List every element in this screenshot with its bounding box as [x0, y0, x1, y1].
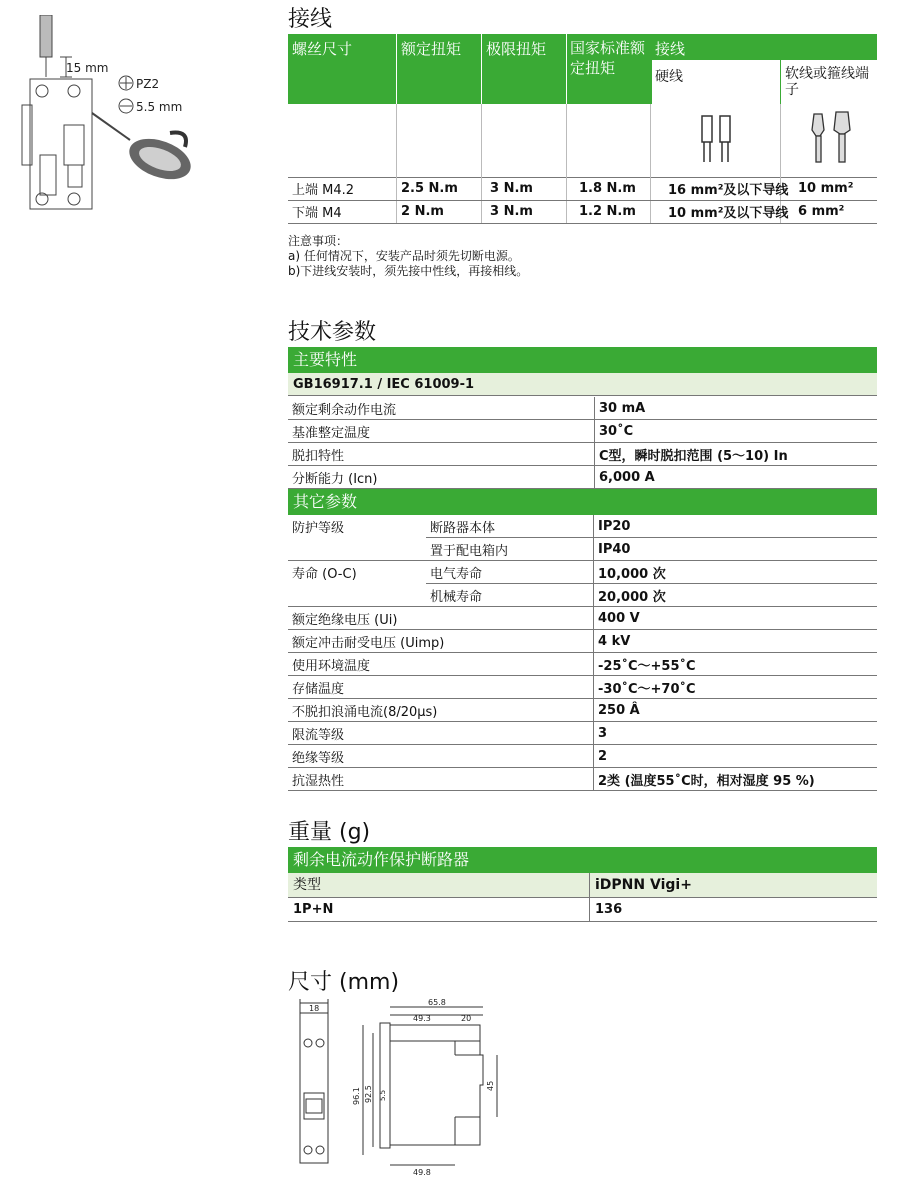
- weight-col-model: iDPNN Vigi+: [595, 877, 692, 893]
- spec-row: 使用环境温度 -25˚C～+55˚C: [288, 653, 877, 676]
- note-b: b)下进线安装时，须先接中性线，再接相线。: [288, 264, 529, 278]
- cell-soft: 10 mm²: [798, 180, 854, 196]
- notes-title: 注意事项：: [288, 234, 349, 248]
- spec-row: 防护等级 断路器本体 IP20: [288, 515, 877, 538]
- spec-row: 机械寿命 20,000 次: [288, 584, 877, 607]
- weight-title: 重量 (g): [288, 820, 371, 845]
- weight-header: 剩余电流动作保护断路器: [288, 847, 877, 873]
- cell-national: 1.2 N.m: [579, 204, 636, 219]
- slot-label: 5.5 mm: [136, 100, 183, 114]
- spec-row: 额定绝缘电压 (Ui) 400 V: [288, 607, 877, 630]
- cell-limit: 3 N.m: [490, 180, 533, 196]
- dim-92-5: 92.5: [364, 1085, 373, 1103]
- spec-row: 抗湿热性 2类 (温度55˚C时，相对湿度 95 %): [288, 768, 877, 791]
- spec-row: 置于配电箱内 IP40: [288, 538, 877, 561]
- header-rated-torque: 额定扭矩: [401, 40, 462, 58]
- spec-row: 不脱扣浪涌电流(8/20μs) 250 Â: [288, 699, 877, 722]
- note-a: a) 任何情况下，安装产品时须先切断电源。: [288, 249, 520, 263]
- header-limit-torque: 极限扭矩: [486, 40, 547, 58]
- header-screw: 螺丝尺寸: [292, 40, 353, 58]
- weight-type-value: 1P+N: [293, 902, 334, 917]
- spec-row: 分断能力 (Icn) 6,000 A: [288, 466, 877, 489]
- dim-49-8: 49.8: [413, 1168, 431, 1177]
- spec-row: 脱扣特性 C型，瞬时脱扣范围 (5～10) In: [288, 443, 877, 466]
- other-params-header: 其它参数: [288, 489, 877, 515]
- cell-soft: 6 mm²: [798, 204, 845, 219]
- soft-wire-ferrule-icon: [808, 110, 858, 168]
- weight-col-type: 类型: [293, 877, 321, 893]
- wiring-row-top: [288, 177, 877, 200]
- main-features-table: [288, 397, 877, 489]
- header-national-torque: 国家标准额定扭矩: [570, 39, 646, 77]
- spec-row: 限流等级 3: [288, 722, 877, 745]
- header-soft-wire: 软线或箍线端子: [785, 66, 869, 98]
- wire-icon: [40, 15, 52, 57]
- tech-title: 技术参数: [288, 320, 377, 345]
- weight-value: 136: [595, 902, 623, 917]
- pz-label: PZ2: [136, 77, 160, 91]
- wiring-title: 接线: [288, 7, 333, 32]
- standard-row: GB16917.1 / IEC 61009-1: [288, 373, 877, 396]
- dim-49-3: 49.3: [413, 1014, 431, 1023]
- other-params-table: [288, 515, 877, 791]
- dims-title: 尺寸 (mm): [288, 970, 400, 995]
- cell-hard: 10 mm²及以下导线: [668, 206, 789, 221]
- weight-col-header: [288, 873, 877, 898]
- dim-5-5: 5.5: [379, 1089, 387, 1101]
- wiring-table: [288, 34, 877, 224]
- main-features-header: 主要特性: [288, 347, 877, 373]
- cell-hard: 16 mm²及以下导线: [668, 182, 789, 198]
- spec-row: 额定剩余动作电流 30 mA: [288, 397, 877, 420]
- dim-18: 18: [309, 1004, 320, 1013]
- header-hard-wire: 硬线: [655, 69, 683, 85]
- cell-rated: 2 N.m: [401, 204, 444, 219]
- hard-wire-icon: [698, 114, 738, 166]
- spec-row: 存储温度 -30˚C～+70˚C: [288, 676, 877, 699]
- dim-45: 45: [486, 1080, 495, 1091]
- spec-row: 绝缘等级 2: [288, 745, 877, 768]
- front-view-outline: [300, 1013, 328, 1163]
- installation-figure: [20, 15, 220, 220]
- cell-rated: 2.5 N.m: [401, 180, 458, 196]
- length-label: 15 mm: [66, 61, 109, 75]
- spec-row: 基准整定温度 30˚C: [288, 420, 877, 443]
- cell-screw: 上端 M4.2: [292, 182, 355, 198]
- weight-row: [288, 898, 877, 922]
- wiring-row-bottom: [288, 200, 877, 223]
- dim-65-8: 65.8: [428, 998, 446, 1007]
- header-wiring: 接线: [655, 40, 686, 58]
- breaker-body-icon: [30, 79, 92, 209]
- cell-limit: 3 N.m: [490, 204, 533, 219]
- dimension-drawing: [285, 995, 525, 1190]
- spec-row: 寿命 (O-C) 电气寿命 10,000 次: [288, 561, 877, 584]
- cell-national: 1.8 N.m: [579, 180, 636, 196]
- spec-row: 额定冲击耐受电压 (Uimp) 4 kV: [288, 630, 877, 653]
- side-view-outline: [390, 1025, 483, 1145]
- dim-96-1: 96.1: [352, 1087, 361, 1105]
- cell-screw: 下端 M4: [292, 206, 342, 221]
- dim-20: 20: [461, 1014, 472, 1023]
